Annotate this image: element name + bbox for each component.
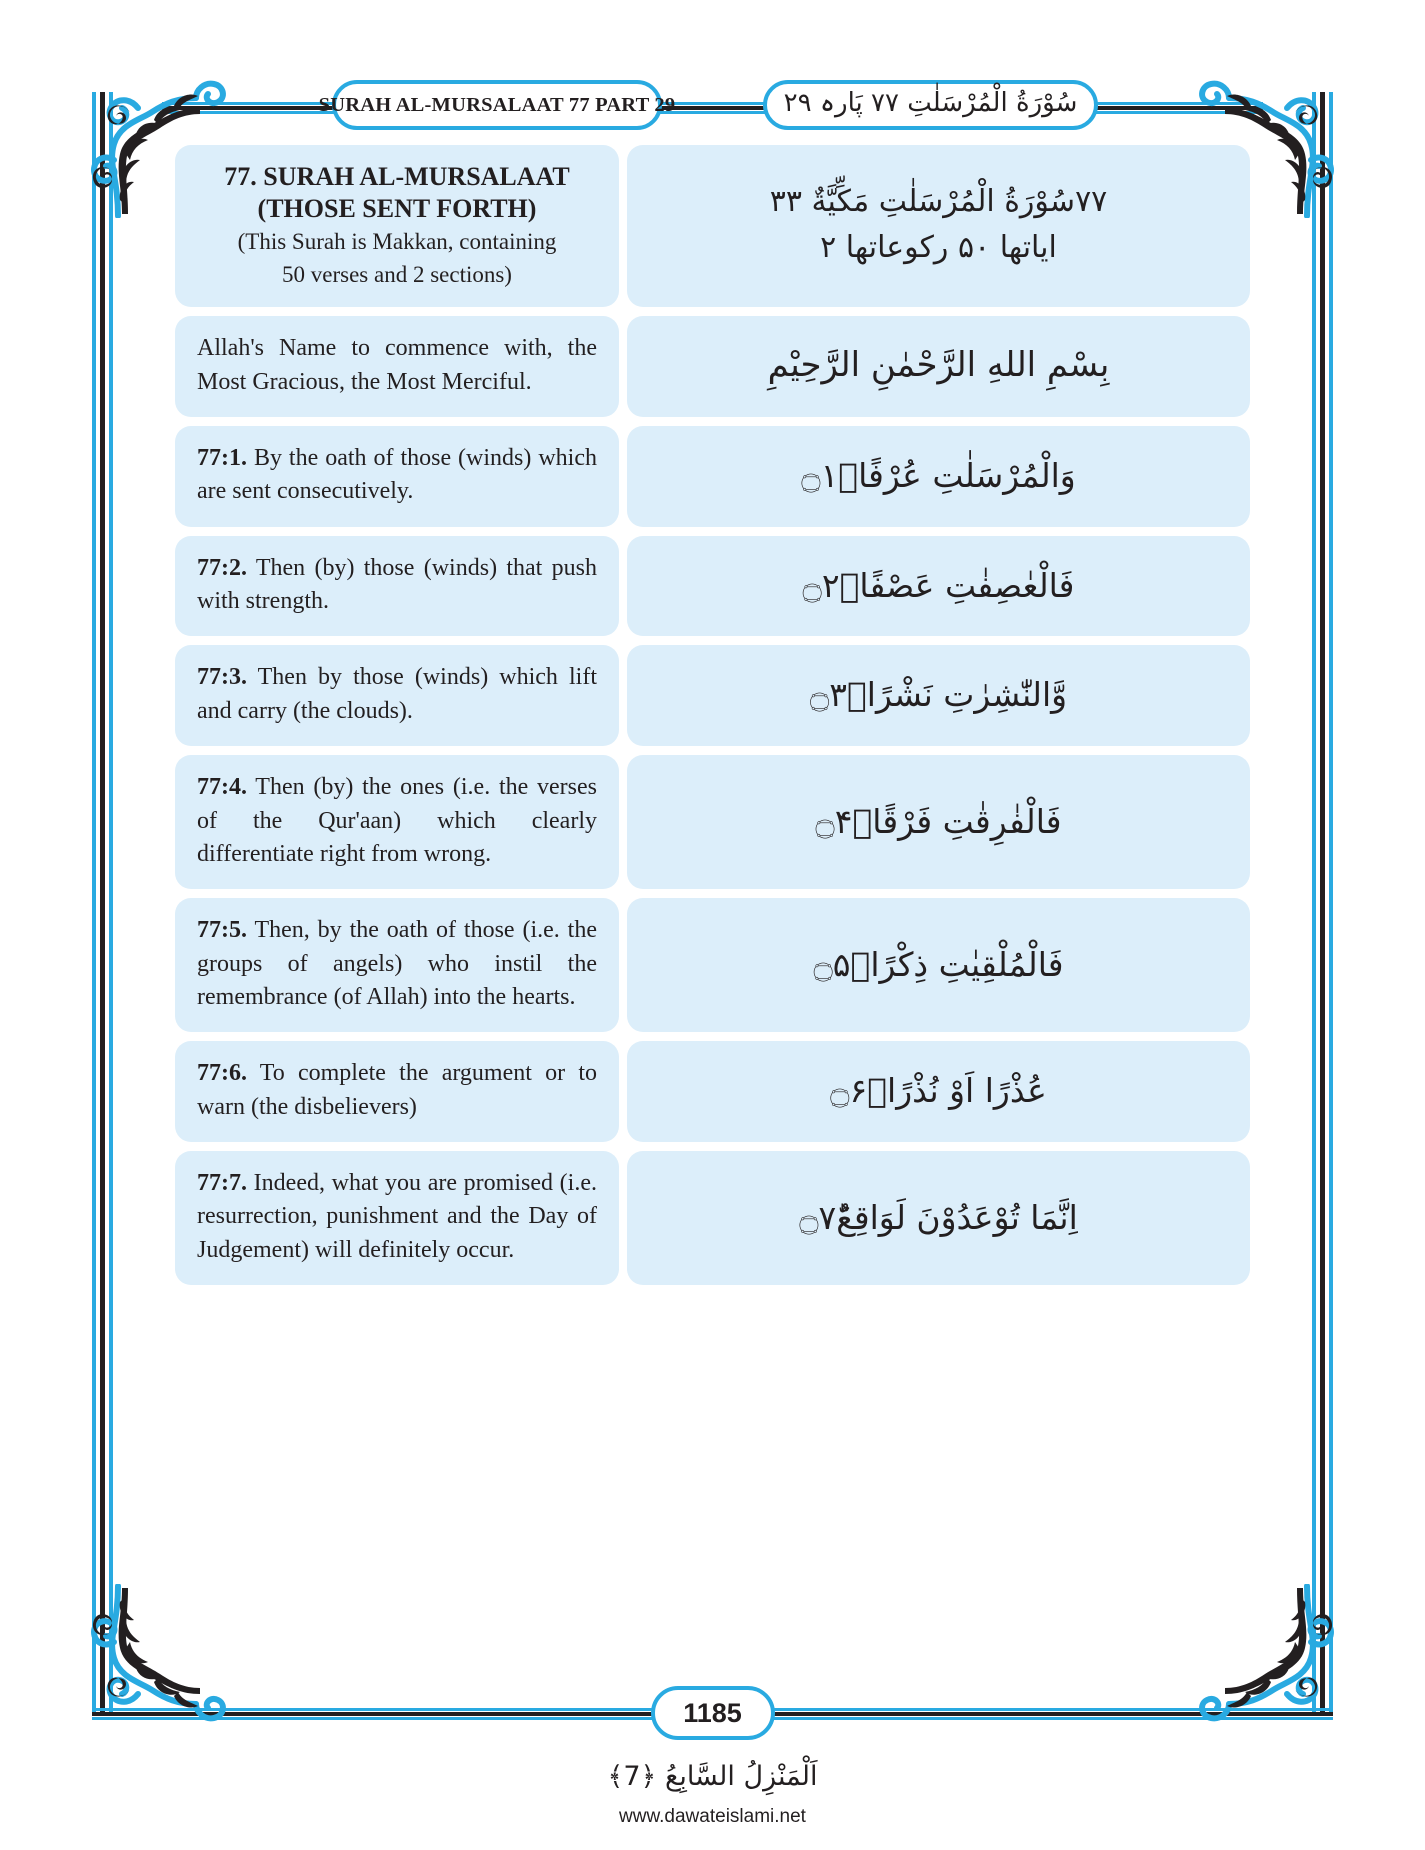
verse-number: 77:5. <box>197 917 247 944</box>
header-surah-title-en-label: SURAH AL-MURSALAAT 77 PART 29 <box>318 93 676 116</box>
surah-heading-row <box>175 145 1250 307</box>
corner-ornament-icon <box>1197 1584 1347 1734</box>
verse-arabic-text: عُذْرًا اَوْ نُذْرًاۙ۝۶ <box>830 1071 1047 1111</box>
surah-arabic-line1: ۷۷سُوْرَةُ الْمُرْسَلٰتِ مَكِّيَّةٌ ۳۳ <box>769 183 1108 219</box>
header-surah-title-ar-label: سُوْرَةُ الْمُرْسَلٰتِ ۷۷ پَارہ ۲۹ <box>783 88 1078 118</box>
verse-arabic-text: وَالْمُرْسَلٰتِ عُرْفًاۙ۝۱ <box>801 455 1076 495</box>
surah-heading-english <box>175 145 619 307</box>
verse-english <box>175 536 619 637</box>
verse-arabic-text: اِنَّمَا تُوْعَدُوْنَ لَوَاقِعٌؕ۝۷ <box>799 1197 1078 1237</box>
surah-content <box>175 145 1250 1675</box>
surah-title-line1: 77. SURAH AL-MURSALAAT <box>224 162 570 191</box>
website-label: www.dawateislami.net <box>619 1806 806 1827</box>
verse-english <box>175 1041 619 1142</box>
surah-title-line2: (THOSE SENT FORTH) <box>257 193 537 223</box>
page-number-badge <box>651 1686 775 1740</box>
bismillah-arabic <box>627 316 1250 417</box>
bismillah-english <box>175 316 619 417</box>
verse-english <box>175 426 619 527</box>
verse-number: 77:3. <box>197 664 247 691</box>
verse-number: 77:6. <box>197 1060 247 1087</box>
verse-row <box>175 898 1250 1032</box>
verse-english-text: By the oath of those (winds) which are sent consecutively. <box>197 445 597 505</box>
bismillah-row <box>175 316 1250 417</box>
header-surah-title-ar <box>763 80 1098 130</box>
manzil-label: اَلْمَنْزِلُ السَّابِعُ ﴿7﴾ <box>607 1761 818 1792</box>
surah-arabic-line2: ایاتها ۵۰ رکوعاتها ۲ <box>820 230 1057 266</box>
page-footer <box>92 1686 1333 1742</box>
verse-english-text: Then (by) those (winds) that push with strength. <box>197 554 597 615</box>
corner-ornament-icon <box>78 1584 228 1734</box>
verse-number: 77:4. <box>197 774 247 801</box>
verse-arabic <box>627 426 1250 527</box>
page-number-label: 1185 <box>683 1697 742 1728</box>
surah-heading-arabic <box>627 145 1250 307</box>
verse-english-text: To complete the argument or to warn (the disbelievers) <box>197 1060 597 1120</box>
verse-number: 77:7. <box>197 1170 247 1197</box>
bismillah-arabic-text: بِسْمِ اللهِ الرَّحْمٰنِ الرَّحِيْمِ <box>767 345 1110 386</box>
verse-arabic-text: فَالْمُلْقِيٰتِ ذِكْرًاۙ۝۵ <box>813 944 1064 984</box>
verse-row <box>175 755 1250 889</box>
verse-row <box>175 536 1250 637</box>
verse-english-text: Indeed, what you are promised (i.e. resurrection, punishment and the Day of Judgement) will definitely occur. <box>197 1170 597 1263</box>
verse-arabic <box>627 898 1250 1032</box>
verse-english-text: Then (by) the ones (i.e. the verses of the Qur'aan) which clearly differentiate right from wrong. <box>197 774 597 867</box>
verse-row <box>175 1151 1250 1285</box>
verse-arabic <box>627 755 1250 889</box>
verse-arabic <box>627 1041 1250 1142</box>
verse-arabic <box>627 536 1250 637</box>
corner-ornament-icon <box>1197 68 1347 218</box>
header-surah-title-en <box>318 80 676 130</box>
verse-row <box>175 1041 1250 1142</box>
surah-subtitle-line1: (This Surah is Makkan, containing <box>237 229 557 255</box>
verse-row <box>175 645 1250 746</box>
verse-arabic <box>627 645 1250 746</box>
verse-english <box>175 1151 619 1285</box>
bismillah-english-text: Allah's Name to commence with, the Most Gracious, the Most Merciful. <box>197 335 597 395</box>
verse-arabic <box>627 1151 1250 1285</box>
verse-number: 77:1. <box>197 445 247 472</box>
verse-row <box>175 426 1250 527</box>
verse-english <box>175 755 619 889</box>
verse-english <box>175 898 619 1032</box>
verse-english <box>175 645 619 746</box>
verse-arabic-text: فَالْعٰصِفٰتِ عَصْفًاۙ۝۲ <box>802 565 1075 605</box>
surah-subtitle-line2: 50 verses and 2 sections) <box>282 261 512 287</box>
corner-ornament-icon <box>78 68 228 218</box>
verse-english-text: Then by those (winds) which lift and carry (the clouds). <box>197 664 597 724</box>
verse-number: 77:2. <box>197 554 247 581</box>
verse-english-text: Then, by the oath of those (i.e. the groups of angels) who instil the remembrance (of Allah) into the hearts. <box>197 917 597 1010</box>
verse-arabic-text: وَّالنّٰشِرٰتِ نَشْرًاۙ۝۳ <box>809 675 1068 715</box>
verse-arabic-text: فَالْفٰرِقٰتِ فَرْقًاۙ۝۴ <box>815 801 1062 841</box>
